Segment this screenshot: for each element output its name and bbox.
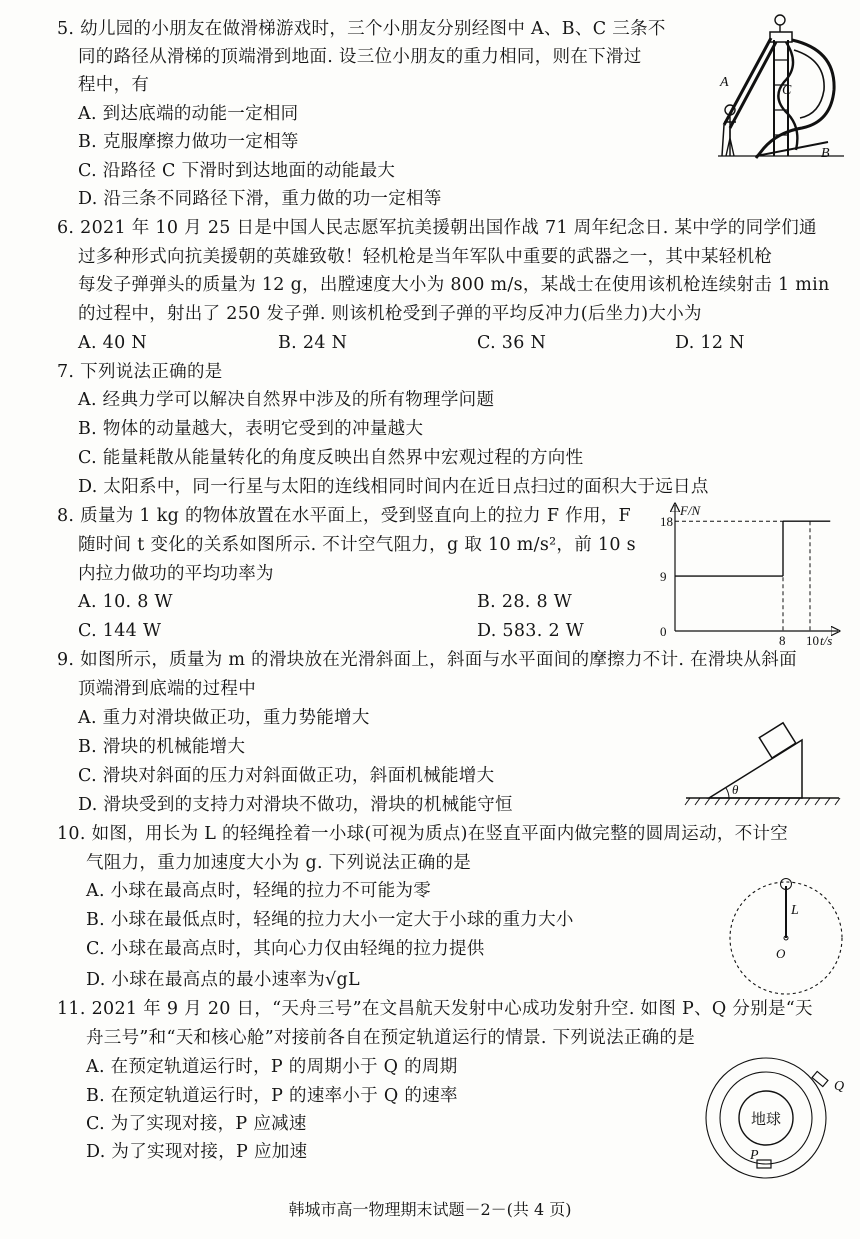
q11-stem-line-2: 舟三号”和“天和核心舱”对接前各自在预定轨道运行的情景. 下列说法正确的是 — [86, 1028, 696, 1048]
slide-label-c: C — [782, 83, 792, 98]
q5-option-d: D. 沿三条不同路径下滑，重力做的功一定相等 — [78, 189, 442, 209]
slide-illustration — [716, 10, 846, 160]
q8-stem-line-2: 随时间 t 变化的关系如图所示. 不计空气阻力，g 取 10 m/s²，前 10 s — [78, 535, 636, 555]
p-label: P — [750, 1148, 759, 1163]
q8-stem-line-3: 内拉力做功的平均功率为 — [78, 564, 274, 584]
q8-option-a: A. 10. 8 W — [78, 592, 173, 612]
q11-option-c: C. 为了实现对接，P 应减速 — [86, 1114, 307, 1134]
q10-stem-line-1: 10. 如图，用长为 L 的轻绳拴着一小球(可视为质点)在竖直平面内做完整的圆周运动，不计空 — [57, 824, 789, 844]
q5-stem-line-2: 同的路径从滑梯的顶端滑到地面. 设三位小朋友的重力相同，则在下滑过 — [78, 47, 642, 67]
q6-stem-line-1: 6. 2021 年 10 月 25 日是中国人民志愿军抗美援朝出国作战 71 周年纪念日. 某中学的同学们通 — [57, 218, 817, 238]
slide-label-a: A — [720, 75, 729, 90]
q9-option-d: D. 滑块受到的支持力对滑块不做功，滑块的机械能守恒 — [78, 795, 513, 815]
q9-option-c: C. 滑块对斜面的压力对斜面做正功，斜面机械能增大 — [78, 766, 495, 786]
q11-option-b: B. 在预定轨道运行时，P 的速率小于 Q 的速率 — [86, 1086, 458, 1106]
core-module-q — [812, 1071, 828, 1086]
q5-option-b: B. 克服摩擦力做功一定相等 — [78, 132, 299, 152]
q7-option-a: A. 经典力学可以解决自然界中涉及的所有物理学问题 — [78, 390, 495, 410]
q11-option-a: A. 在预定轨道运行时，P 的周期小于 Q 的周期 — [86, 1057, 458, 1077]
q6-option-b: B. 24 N — [278, 333, 348, 353]
q9-stem-line-2: 顶端滑到底端的过程中 — [78, 679, 256, 699]
angle-arc — [726, 788, 729, 798]
q10-option-b: B. 小球在最低点时，轻绳的拉力大小一定大于小球的重力大小 — [86, 910, 574, 930]
x-tick-label-10: 10 — [806, 633, 819, 648]
rope-length-label: L — [791, 903, 799, 918]
center-label: O — [776, 946, 786, 961]
q6-option-c: C. 36 N — [477, 333, 547, 353]
y-tick-label-9: 9 — [660, 569, 667, 585]
q11-option-d: D. 为了实现对接，P 应加速 — [86, 1142, 308, 1162]
q8-option-b: B. 28. 8 W — [477, 592, 573, 612]
q5-option-a: A. 到达底端的动能一定相同 — [78, 104, 299, 124]
q6-option-d: D. 12 N — [675, 333, 745, 353]
q7-stem: 7. 下列说法正确的是 — [57, 362, 223, 382]
incline-diagram — [684, 700, 844, 808]
q11-stem-line-1: 11. 2021 年 9 月 20 日，“天舟三号”在文昌航天发射中心成功发射升空. 如图 P、Q 分别是“天 — [57, 999, 813, 1019]
q6-stem-line-4: 的过程中，射出了 250 发子弹. 则该机枪受到子弹的平均反冲力(后坐力)大小为 — [78, 304, 702, 324]
q7-option-d: D. 太阳系中，同一行星与太阳的连线相同时间内在近日点扫过的面积大于远日点 — [78, 477, 709, 497]
q10-stem-line-2: 气阻力，重力加速度大小为 g. 下列说法正确的是 — [86, 853, 472, 873]
force-time-chart — [650, 500, 845, 648]
slide-label-b: B — [821, 146, 830, 160]
q5-stem-line-1: 5. 幼儿园的小朋友在做滑梯游戏时，三个小朋友分别经图中 A、B、C 三条不 — [57, 19, 666, 39]
q10-option-d: D. 小球在最高点的最小速率为√gL — [86, 970, 360, 990]
y-tick-label-18: 18 — [660, 514, 673, 530]
q10-option-a: A. 小球在最高点时，轻绳的拉力不可能为零 — [86, 881, 432, 901]
earth-label: 地球 — [750, 1112, 782, 1128]
q6-stem-line-3: 每发子弹弹头的质量为 12 g，出膛速度大小为 800 m/s，某战士在使用该机枪连续射击 1 min — [78, 275, 830, 295]
x-axis-label: t/s — [820, 633, 833, 648]
q6-option-a: A. 40 N — [78, 333, 148, 353]
q7-option-b: B. 物体的动量越大，表明它受到的冲量越大 — [78, 419, 424, 439]
q9-stem-line-1: 9. 如图所示，质量为 m 的滑块放在光滑斜面上，斜面与水平面间的摩擦力不计. 在滑块从斜面 — [57, 650, 797, 670]
vertical-circle-diagram — [720, 872, 848, 996]
sliding-block — [759, 723, 795, 758]
q10-option-c: C. 小球在最高点时，其向心力仅由轻绳的拉力提供 — [86, 939, 485, 959]
angle-label: θ — [732, 782, 739, 797]
q5-option-c: C. 沿路径 C 下滑时到达地面的动能最大 — [78, 161, 396, 181]
q9-option-a: A. 重力对滑块做正功，重力势能增大 — [78, 708, 370, 728]
q-label: Q — [834, 1079, 845, 1094]
ground-hatching — [685, 798, 840, 805]
y-tick-label-0: 0 — [660, 624, 667, 639]
orbit-diagram — [700, 1052, 848, 1184]
page-footer: 韩城市高一物理期末试题－2－(共 4 页) — [288, 1200, 572, 1219]
q9-option-b: B. 滑块的机械能增大 — [78, 737, 246, 757]
q7-option-c: C. 能量耗散从能量转化的角度反映出自然界中宏观过程的方向性 — [78, 448, 584, 468]
q6-stem-line-2: 过多种形式向抗美援朝的英雄致敬！轻机枪是当年军队中重要的武器之一，其中某轻机枪 — [78, 247, 773, 267]
y-axis-label: F/N — [680, 503, 701, 518]
q8-stem-line-1: 8. 质量为 1 kg 的物体放置在水平面上，受到竖直向上的拉力 F 作用，F — [57, 506, 631, 526]
q8-option-d: D. 583. 2 W — [477, 621, 585, 641]
x-tick-label-8: 8 — [779, 633, 786, 648]
q8-option-c: C. 144 W — [78, 621, 162, 641]
q5-stem-line-3: 程中，有 — [78, 75, 150, 95]
